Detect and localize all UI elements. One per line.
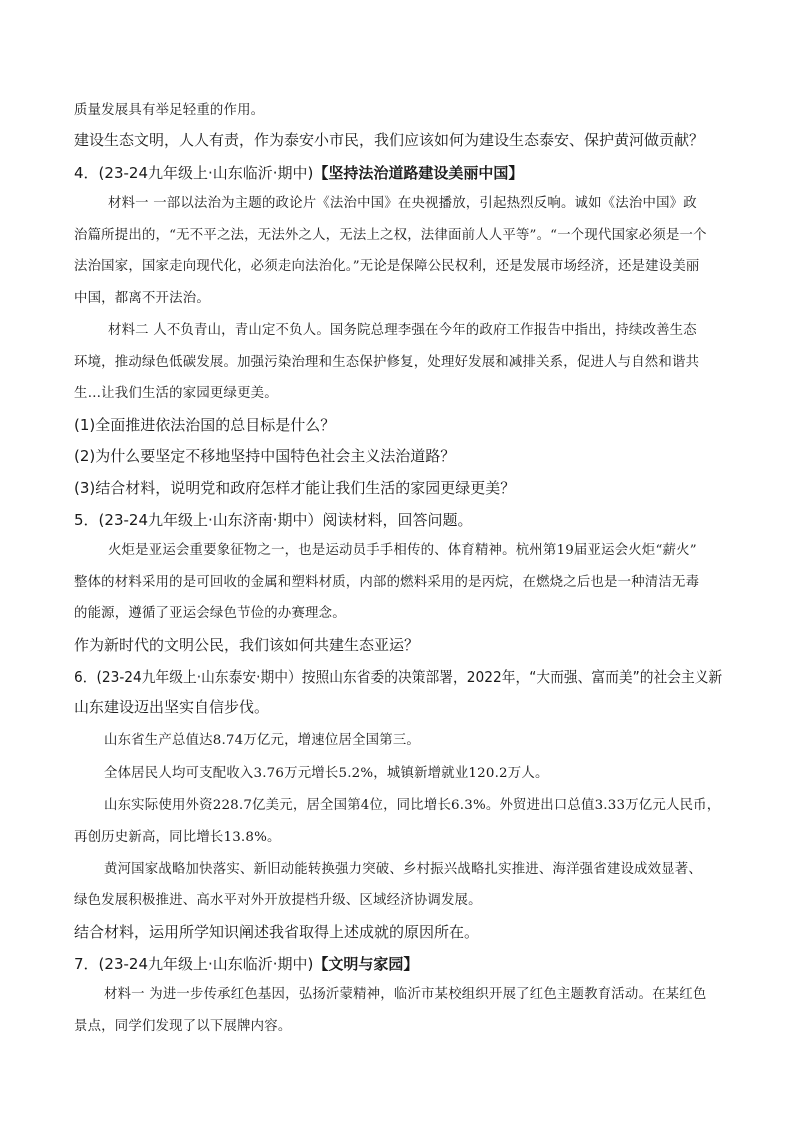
question-prompt: 作为新时代的文明公民，我们该如何共建生态亚运？ [74,636,420,654]
sub-question: (2)为什么要坚定不移地坚持中国特色社会主义法治道路？ [74,447,456,465]
question-6-header: 6．(23-24九年级上·山东泰安·期中）按照山东省委的决策部署，2022年，“大而强、富而美”的社会主义新 [74,668,723,686]
material-line: 的能源，遵循了亚运会绿色节俭的办赛理念。 [74,606,346,621]
question-5-header: 5．(23-24九年级上·山东济南·期中）阅读材料，回答问题。 [74,511,473,529]
material-line: 黄河国家战略加快落实、新旧动能转换强力突破、乡村振兴战略扎实推进、海洋强省建设成效显著、 [104,862,702,877]
question-source: 7．(23-24九年级上·山东临沂·期中) [74,955,314,973]
question-prompt: 结合材料，运用所学知识阐述我省取得上述成就的原因所在。 [74,923,480,941]
material-line: 治篇所提出的，“无不平之法，无法外之人，无法上之权，法律面前人人平等”。“一个现代国家必须是一个 [74,228,707,243]
material-line: 中国，都离不开法治。 [74,291,210,306]
material-line: 整体的材料采用的是可回收的金属和塑料材质，内部的燃料采用的是丙烷，在燃烧之后也是一种清洁无毒 [74,575,700,590]
text-line: 质量发展具有举足轻重的作用。 [74,103,265,118]
material-line: 火炬是亚运会重要象征物之一，也是运动员手手相传的、体育精神。杭州第19届亚运会火炬“薪火” [108,543,697,558]
question-topic: 【坚持法治道路建设美丽中国】 [313,164,524,182]
material-line: 法治国家，国家走向现代化，必须走向法治化。”无论是保障公民权利，还是发展市场经济，还是建设美丽 [74,259,700,274]
sub-question: (3)结合材料，说明党和政府怎样才能让我们生活的家园更绿更美？ [74,479,516,497]
question-topic: 【文明与家园】 [313,955,419,973]
material-line: 再创历史新高，同比增长13.8%。 [74,830,281,845]
material-line: 材料一 一部以法治为主题的政论片《法治中国》在央视播放，引起热烈反响。诚如《法治中国》政 [108,196,697,211]
question-source: 4．(23-24九年级上·山东临沂·期中) [74,164,314,182]
material-line: 全体居民人均可支配收入3.76万元增长5.2%，城镇新增就业120.2万人。 [104,766,549,781]
question-6-header-cont: 山东建设迈出坚实自信步伐。 [74,698,270,716]
material-line: 材料二 人不负青山，青山定不负人。国务院总理李强在今年的政府工作报告中指出，持续改善生态 [108,323,697,338]
question-7-header [74,954,418,974]
sub-question: (1)全面推进依法治国的总目标是什么？ [74,416,336,434]
question-4-header [74,163,523,183]
material-line: 景点，同学们发现了以下展牌内容。 [74,1019,292,1034]
question-prompt: 建设生态文明，人人有责，作为泰安小市民，我们应该如何为建设生态泰安、保护黄河做贡献？ [74,131,705,149]
material-line: 生…让我们生活的家园更绿更美。 [74,386,278,401]
material-line: 环境，推动绿色低碳发展。加强污染治理和生态保护修复，处理好发展和减排关系，促进人与自然和谐共 [74,355,700,370]
material-line: 山东实际使用外资228.7亿美元，居全国第4位，同比增长6.3%。外贸进出口总值3.33万亿元人民币， [104,798,721,813]
material-line: 材料一 为进一步传承红色基因，弘扬沂蒙精神，临沂市某校组织开展了红色主题教育活动。在某红色 [104,987,707,1002]
material-line: 绿色发展积极推进、高水平对外开放提档升级、区域经济协调发展。 [74,893,482,908]
material-line: 山东省生产总值达8.74万亿元，增速位居全国第三。 [104,733,421,748]
